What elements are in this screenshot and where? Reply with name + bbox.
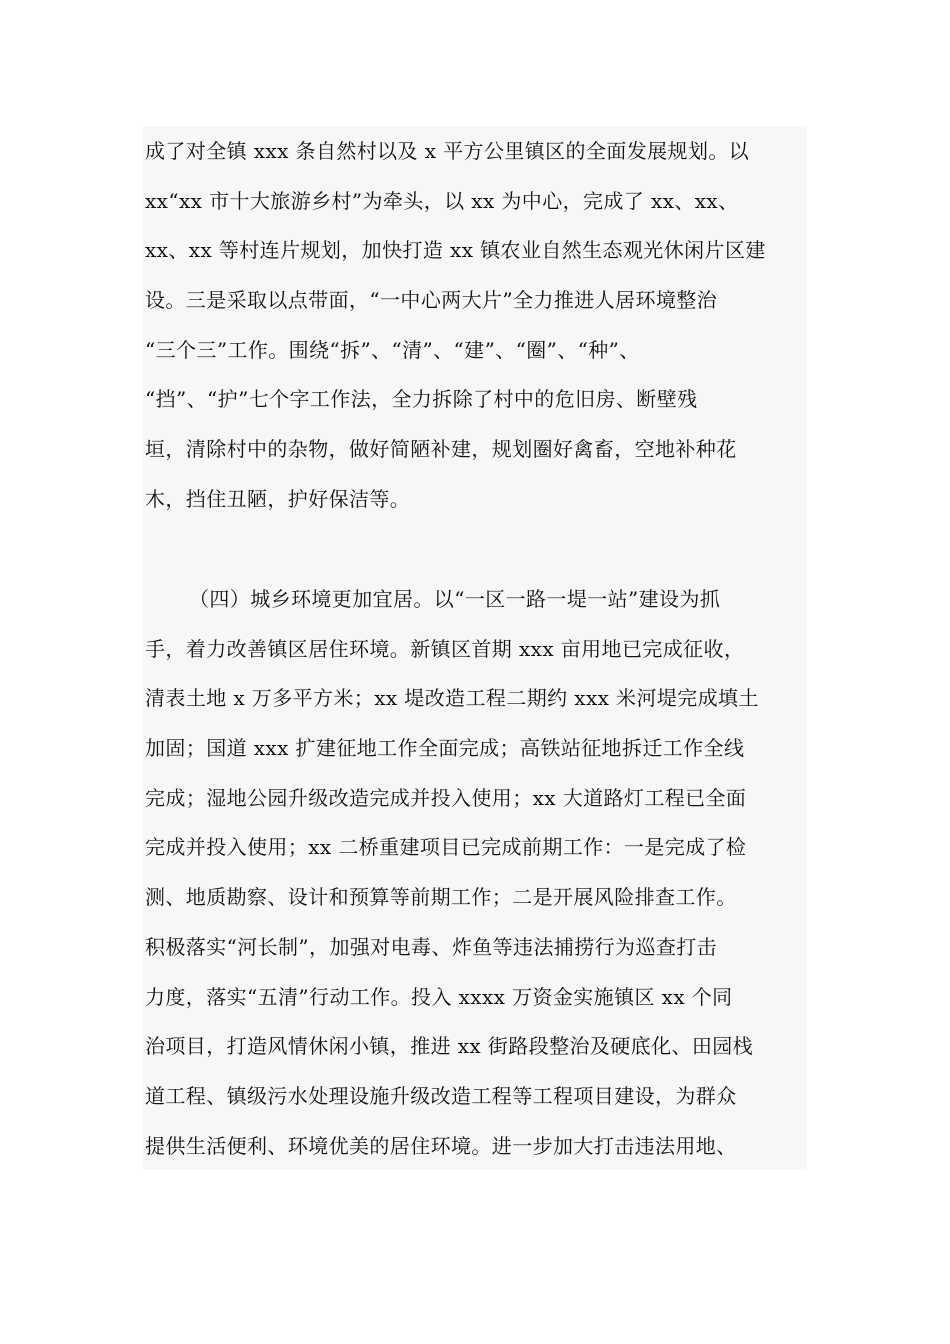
paragraph-line: 治项目，打造风情休闲小镇，推进 xx 街路段整治及硬底化、田园栈 [145, 1034, 754, 1059]
paragraph-line: “三个三”工作。围绕“拆”、“清”、“建”、“圈”、“种”、 [145, 337, 640, 362]
paragraph-line: xx“xx 市十大旅游乡村”为牵头，以 xx 为中心，完成了 xx、xx、 [145, 188, 739, 213]
paragraph-line: 道工程、镇级污水处理设施升级改造工程等工程项目建设，为群众 [145, 1083, 737, 1108]
paragraph-1 [145, 127, 807, 525]
paragraph-line: xx、xx 等村连片规划，加快打造 xx 镇农业自然生态观光休闲片区建 [145, 238, 766, 263]
paragraph-line: “挡”、“护”七个字工作法，全力拆除了村中的危旧房、断壁残 [145, 387, 698, 412]
paragraph-line: 完成并投入使用；xx 二桥重建项目已完成前期工作：一是完成了检 [145, 835, 747, 860]
paragraph-line: 完成；湿地公园升级改造完成并投入使用；xx 大道路灯工程已全面 [145, 785, 747, 810]
paragraph-line: 木，挡住丑陋，护好保洁等。 [145, 486, 411, 511]
paragraph-line: 测、地质勘察、设计和预算等前期工作；二是开展风险排查工作。 [145, 885, 737, 910]
paragraph-line: 手，着力改善镇区居住环境。新镇区首期 xxx 亩用地已完成征收， [145, 636, 745, 661]
paragraph-line: 积极落实“河长制”，加强对电毒、炸鱼等违法捕捞行为巡查打击 [145, 934, 718, 959]
paragraph-line: 垣，清除村中的杂物，做好简陋补建，规划圈好禽畜，空地补种花 [145, 437, 737, 462]
paragraph-heading-line: （四）城乡环境更加宜居。以“一区一路一堤一站”建设为抓 [189, 587, 721, 611]
paragraph-line: 力度，落实“五清”行动工作。投入 xxxx 万资金实施镇区 xx 个同 [145, 984, 733, 1009]
paragraph-2 [145, 575, 807, 1171]
paragraph-line: 成了对全镇 xxx 条自然村以及 x 平方公里镇区的全面发展规划。以 [145, 139, 750, 163]
paragraph-line: 设。三是采取以点带面，“一中心两大片”全力推进人居环境整治 [145, 288, 718, 313]
paragraph-line: 清表土地 x 万多平方米；xx 堤改造工程二期约 xxx 米河堤完成填土 [145, 686, 759, 711]
paragraph-line: 提供生活便利、环境优美的居住环境。进一步加大打击违法用地、 [145, 1133, 737, 1158]
paragraph-line: 加固；国道 xxx 扩建征地工作全面完成；高铁站征地拆迁工作全线 [145, 736, 745, 761]
